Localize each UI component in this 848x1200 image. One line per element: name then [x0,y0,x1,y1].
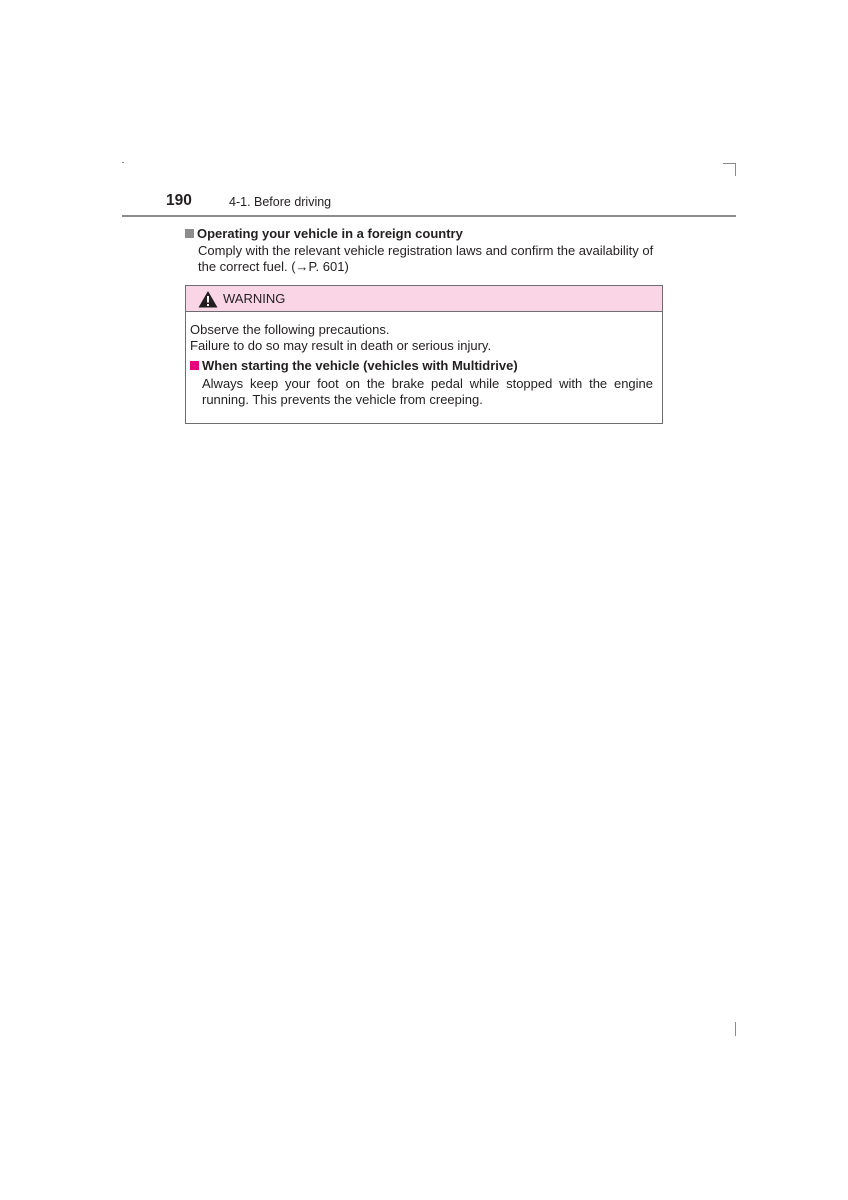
warning-box [185,285,663,424]
section-label: 4-1. Before driving [229,195,332,209]
warning-triangle-icon [198,290,218,308]
foreign-country-text: Comply with the relevant vehicle registration laws and confirm the availability of the correct fuel. (→P. 601) [198,243,654,274]
header-rule [122,215,736,217]
pink-square-bullet-icon [190,361,199,370]
warning-title: WARNING [223,291,286,306]
warning-line-1: Observe the following precautions. [190,322,390,337]
crop-mark-top-left [122,162,124,163]
warning-subheading [190,358,518,374]
page-number: 190 [166,192,192,209]
warning-text: Always keep your foot on the brake pedal while stopped with the engine running. This prevents the vehicle from creeping. [202,376,653,407]
crop-mark-bottom-right [735,1022,736,1036]
gray-square-bullet-icon [185,229,194,238]
warning-line-2: Failure to do so may result in death or serious injury. [190,338,492,353]
foreign-country-heading [185,226,463,241]
crop-mark-top-right-vertical [735,163,736,176]
foreign-country-heading-text: Operating your vehicle in a foreign country [197,226,463,241]
warning-subheading-text: When starting the vehicle (vehicles with Multidrive) [202,358,518,373]
warning-header [186,286,662,312]
